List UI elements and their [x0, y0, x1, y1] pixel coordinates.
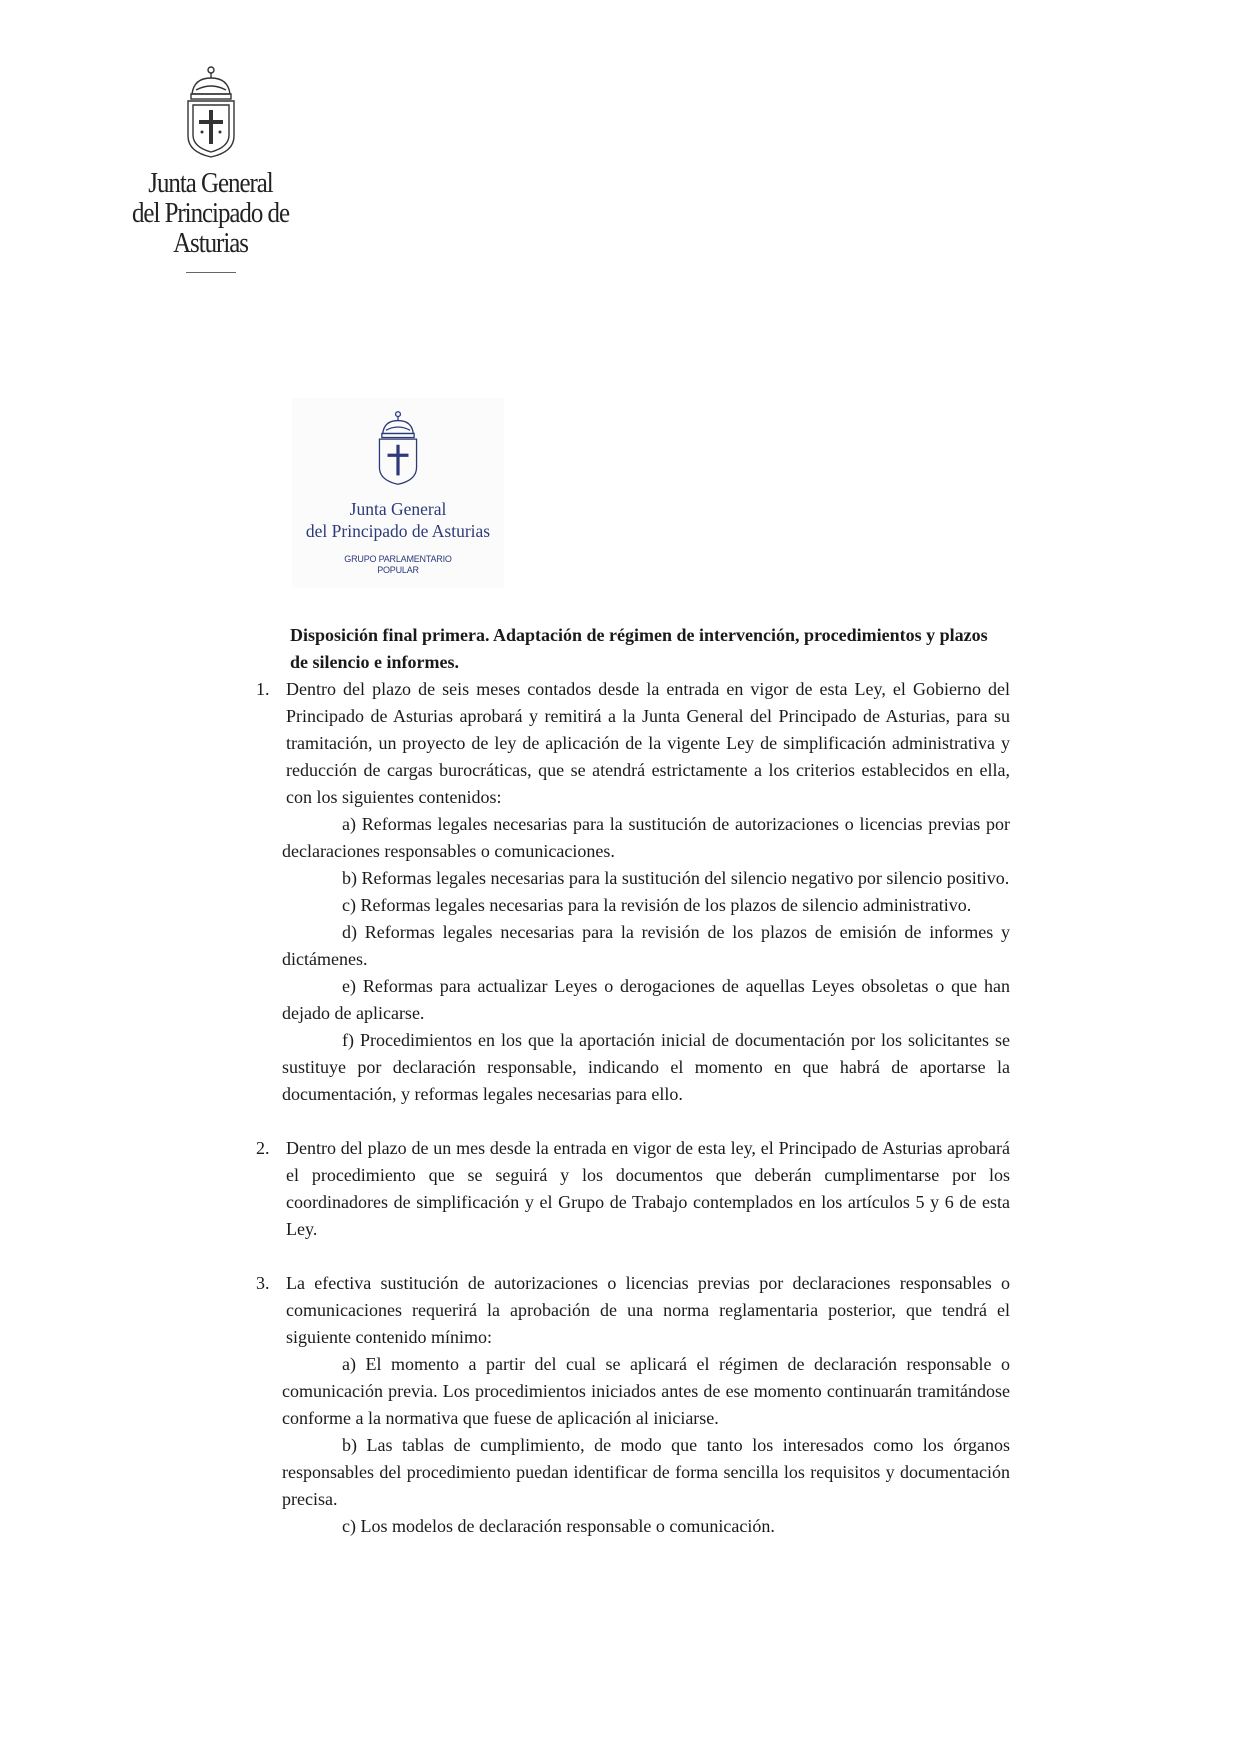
- item-text: Dentro del plazo de seis meses contados desde la entrada en vigor de esta Ley, el Gobierno del Principado de Asturias aprobará y remitirá a la Junta General del Principado de Asturias, para su tramitación, un proyecto de ley de aplicación de la vigente Ley de simplificación administrativa y reducción de cargas burocráticas, que se atendrá estrictamente a los criterios establecidos en ella, con los siguientes contenidos:: [286, 679, 1010, 807]
- subitem-c: c) Los modelos de declaración responsable o comunicación.: [342, 1516, 775, 1536]
- coat-of-arms-icon: [180, 64, 242, 160]
- document-heading: Disposición final primera. Adaptación de régimen de intervención, procedimientos y plazos de silencio e informes.: [290, 625, 988, 672]
- paragraph-gap: [252, 1108, 1010, 1135]
- subitem-b: b) Las tablas de cumplimiento, de modo que tanto los interesados como los órganos responsables del procedimiento puedan identificar de forma sencilla los requisitos y documentación precisa.: [282, 1435, 1010, 1509]
- item-number: 3.: [256, 1273, 270, 1293]
- subitem-c: c) Reformas legales necesarias para la revisión de los plazos de silencio administrativo.: [342, 895, 972, 915]
- subitem-f: f) Procedimientos en los que la aportación inicial de documentación por los solicitantes se sustituye por declaración responsable, indicando el momento en que habrá de aportarse la documentación, y reformas legales necesarias para ello.: [282, 1030, 1010, 1104]
- header-org-line1: Junta General: [148, 167, 273, 199]
- group-name: [292, 554, 504, 576]
- item-text: La efectiva sustitución de autorizaciones o licencias previas por declaraciones responsables o comunicaciones requerirá la aprobación de una norma reglamentaria posterior, que tendrá el siguiente contenido mínimo:: [286, 1273, 1010, 1347]
- subitem-a: a) Reformas legales necesarias para la sustitución de autorizaciones o licencias previas por declaraciones responsables o comunicaciones.: [282, 814, 1010, 861]
- group-line2: POPULAR: [377, 565, 419, 575]
- header-divider: [186, 272, 236, 273]
- subitem-e: e) Reformas para actualizar Leyes o derogaciones de aquellas Leyes obsoletas o que han dejado de aplicarse.: [282, 976, 1010, 1023]
- item-number: 1.: [256, 679, 270, 699]
- subitem-a: a) El momento a partir del cual se aplicará el régimen de declaración responsable o comunicación previa. Los procedimientos iniciados antes de ese momento continuarán tramitándose conforme a la normativa que fuese de aplicación al iniciarse.: [282, 1354, 1010, 1428]
- list-item-1: [252, 676, 1010, 1108]
- coat-of-arms-icon: [373, 406, 423, 490]
- group-org-name: [292, 498, 504, 542]
- group-org-line1: Junta General: [349, 499, 447, 519]
- item-text: Dentro del plazo de un mes desde la entrada en vigor de esta ley, el Principado de Asturias aprobará el procedimiento que se seguirá y los documentos que deberán cumplimentarse por los coordinadores de simplificación y el Grupo de Trabajo contemplados en los artículos 5 y 6 de esta Ley.: [286, 1138, 1010, 1239]
- header-logo: [88, 64, 333, 273]
- group-org-line2: del Principado de Asturias: [305, 521, 491, 541]
- document-body: [252, 622, 1010, 1540]
- header-org-name: [105, 168, 316, 258]
- list-item-2: [252, 1135, 1010, 1243]
- group-line1: GRUPO PARLAMENTARIO: [344, 554, 452, 564]
- header-org-line2: del Principado de Asturias: [131, 197, 289, 259]
- subitem-b: b) Reformas legales necesarias para la sustitución del silencio negativo por silencio positivo.: [342, 868, 1010, 888]
- list-item-3: [252, 1270, 1010, 1540]
- item-number: 2.: [256, 1138, 270, 1158]
- subitem-d: d) Reformas legales necesarias para la revisión de los plazos de emisión de informes y dictámenes.: [282, 922, 1010, 969]
- group-logo: [292, 398, 504, 588]
- paragraph-gap: [252, 1243, 1010, 1270]
